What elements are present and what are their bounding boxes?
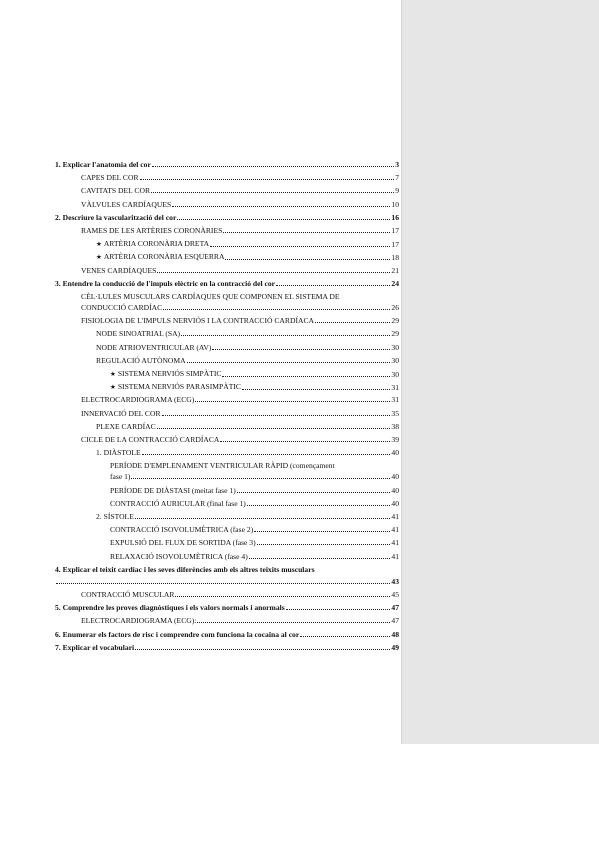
toc-label: RAMES DE LES ARTÈRIES CORONÀRIES xyxy=(81,226,223,235)
toc-label: NODE ATRIOVENTRICULAR (AV) xyxy=(96,342,212,352)
dot-leader xyxy=(181,334,390,336)
toc-page-number: 35 xyxy=(391,408,399,418)
toc-text: CÈL·LULES MUSCULARS CARDÍAQUES QUE COMPONEN EL SISTEMA DE xyxy=(81,292,340,301)
toc-label: ELECTROCARDIOGRAMA (ECG): xyxy=(81,616,197,626)
dot-leader xyxy=(197,621,390,623)
dot-leader xyxy=(172,205,390,207)
toc-number: 6. xyxy=(55,629,63,639)
dot-leader xyxy=(276,284,390,286)
toc-page-number: 21 xyxy=(391,265,399,275)
toc-page-number: 30 xyxy=(391,370,399,379)
toc-label: PLEXE CARDÍAC xyxy=(96,421,156,431)
dot-leader xyxy=(210,245,390,247)
toc-page-number: 30 xyxy=(391,355,399,365)
toc-label: EXPULSIÓ DEL FLUX DE SORTIDA (fase 3) xyxy=(110,538,256,548)
star-bullet-icon: ★ xyxy=(110,384,116,392)
dot-leader xyxy=(225,258,390,260)
dot-leader xyxy=(247,504,391,506)
toc-label: ★ SISTEMA NERVIÓS SIMPÀTIC xyxy=(110,369,222,378)
toc-page-number: 39 xyxy=(391,435,399,444)
dot-leader xyxy=(249,557,391,559)
toc-number: 2. xyxy=(55,212,63,222)
toc-page-number: 43 xyxy=(391,576,399,586)
toc-label: CAPES DEL COR xyxy=(81,173,139,183)
toc-label: CICLE DE LA CONTRACCIÓ CARDÍACA xyxy=(81,435,220,444)
dot-leader xyxy=(140,178,395,180)
dot-leader xyxy=(237,491,391,493)
toc-page-number: 41 xyxy=(391,538,399,548)
dot-leader xyxy=(286,608,391,610)
toc-label: NODE SINOATRIAL (SA) xyxy=(96,329,181,339)
toc-page-number: 24 xyxy=(391,278,399,288)
dot-leader xyxy=(212,348,390,350)
dot-leader xyxy=(220,440,390,442)
toc-label: 3. Entendre la conducció de l'impuls elèctric en la contracció del cor xyxy=(55,278,276,288)
toc-label: CONTRACCIÓ ISOVOLUMÈTRICA (fase 2) xyxy=(110,525,254,535)
toc-number: 5. xyxy=(55,603,63,613)
toc-page-number: 47 xyxy=(391,616,399,626)
dot-leader xyxy=(152,165,394,167)
toc-page-number: 47 xyxy=(391,603,399,613)
toc-label: RELAXACIÓ ISOVOLUMÈTRICA (fase 4) xyxy=(110,551,248,561)
toc-label: CAVITATS DEL COR xyxy=(81,186,151,196)
toc-label: REGULACIÓ AUTÒNOMA xyxy=(96,355,186,365)
toc-label: ★ ARTÈRIA CORONÀRIA ESQUERRA xyxy=(96,252,225,262)
toc-number: 4. xyxy=(55,564,63,574)
toc-label: VÀLVULES CARDÍAQUES xyxy=(81,199,172,209)
toc-page-number: 10 xyxy=(391,199,399,209)
dot-leader xyxy=(157,427,391,429)
dot-leader xyxy=(187,361,391,363)
toc-label: VENES CARDÍAQUES xyxy=(81,265,157,275)
toc-page-number: 26 xyxy=(391,303,399,312)
toc-page-number: 18 xyxy=(391,253,399,263)
toc-label: CONTRACCIÓ MUSCULAR xyxy=(81,590,175,599)
dot-leader xyxy=(157,271,390,273)
toc-number: 3. xyxy=(55,278,63,288)
toc-page-number: 31 xyxy=(391,383,399,393)
dot-leader xyxy=(131,477,390,479)
toc-label: 1. Explicar l'anatomia del cor xyxy=(55,160,151,169)
dot-leader xyxy=(300,635,390,637)
toc-label: 2. SÍSTOLE xyxy=(96,512,134,521)
dot-leader xyxy=(177,218,390,220)
toc-label: 1. DIÀSTOLE xyxy=(96,448,141,458)
toc-label: CONTRACCIÓ AURICULAR (final fase 1) xyxy=(110,498,246,508)
toc-page-number: 41 xyxy=(391,525,399,535)
toc-label: CONDUCCIÓ CARDÍAC xyxy=(81,303,163,312)
dot-leader xyxy=(56,582,390,584)
toc-number: 1. xyxy=(96,448,104,458)
toc-label: fase 1) xyxy=(110,472,131,482)
toc-page-number: 48 xyxy=(391,629,399,639)
toc-text: PERÍODE D'EMPLENAMENT VENTRICULAR RÀPID (començament xyxy=(110,461,335,471)
toc-page-number: 16 xyxy=(391,212,399,222)
toc-number: 2. xyxy=(96,512,104,521)
dot-leader xyxy=(223,231,390,233)
dot-leader xyxy=(142,453,391,455)
dot-leader xyxy=(135,517,391,519)
toc-page-number: 7 xyxy=(395,173,399,183)
dot-leader xyxy=(163,308,390,310)
toc-label: ★ SISTEMA NERVIÓS PARASIMPÀTIC xyxy=(110,382,241,392)
toc-label: 6. Enumerar els factors de risc i comprendre com funciona la cocaïna al cor xyxy=(55,629,300,639)
toc-number: 1. xyxy=(55,160,63,169)
star-bullet-icon: ★ xyxy=(110,371,116,378)
toc-page-number: 40 xyxy=(391,485,399,495)
dot-leader xyxy=(195,400,390,402)
dot-leader xyxy=(254,530,390,532)
toc-page-number: 40 xyxy=(391,472,399,482)
dot-leader xyxy=(151,191,394,193)
toc-page-number: 40 xyxy=(391,448,399,458)
toc-label: INNERVACIÓ DEL COR xyxy=(81,408,161,418)
dot-leader xyxy=(257,543,391,545)
toc-page-number: 29 xyxy=(391,329,399,339)
toc-label: ELECTROCARDIOGRAMA (ECG) xyxy=(81,395,195,405)
toc-page-number: 45 xyxy=(391,590,399,599)
toc-page-number: 41 xyxy=(391,512,399,521)
toc-text: Explicar el teixit cardíac i les seves diferències amb els altres teixits musculars xyxy=(62,564,315,574)
toc-page-number: 17 xyxy=(391,226,399,235)
dot-leader xyxy=(315,321,390,323)
toc-page-number: 9 xyxy=(395,186,399,196)
toc-page-number: 41 xyxy=(391,551,399,561)
toc-page-number: 30 xyxy=(391,342,399,352)
dot-leader xyxy=(162,414,391,416)
toc-label: 7. Explicar el vocabulari xyxy=(55,642,135,652)
toc-page-number: 29 xyxy=(391,316,399,326)
toc-number: 7. xyxy=(55,642,63,652)
dot-leader xyxy=(222,375,390,377)
star-bullet-icon: ★ xyxy=(96,254,102,262)
toc-label: PERÍODE DE DIÀSTASI (meitat fase 1) xyxy=(110,485,236,495)
toc-page-number: 38 xyxy=(391,421,399,431)
toc-label: 5. Comprendre les proves diagnòstiques i els valors normals i anormals xyxy=(55,603,285,613)
toc-page-number: 31 xyxy=(391,395,399,405)
toc-page-number: 40 xyxy=(391,498,399,508)
toc-label: ★ ARTÈRIA CORONÀRIA DRETA xyxy=(96,239,210,249)
toc-page-number: 17 xyxy=(391,240,399,250)
dot-leader xyxy=(175,595,390,597)
toc-label: 2. Descriure la vascularització del cor xyxy=(55,212,177,222)
dot-leader xyxy=(135,648,390,650)
toc-page-number: 3 xyxy=(395,160,399,169)
comment-pane xyxy=(401,0,599,744)
toc-label: FISIOLOGIA DE L'IMPULS NERVIÓS I LA CONTRACCIÓ CARDÍACA xyxy=(81,316,315,326)
star-bullet-icon: ★ xyxy=(96,241,102,249)
toc-page-number: 49 xyxy=(391,642,399,652)
dot-leader xyxy=(242,388,390,390)
